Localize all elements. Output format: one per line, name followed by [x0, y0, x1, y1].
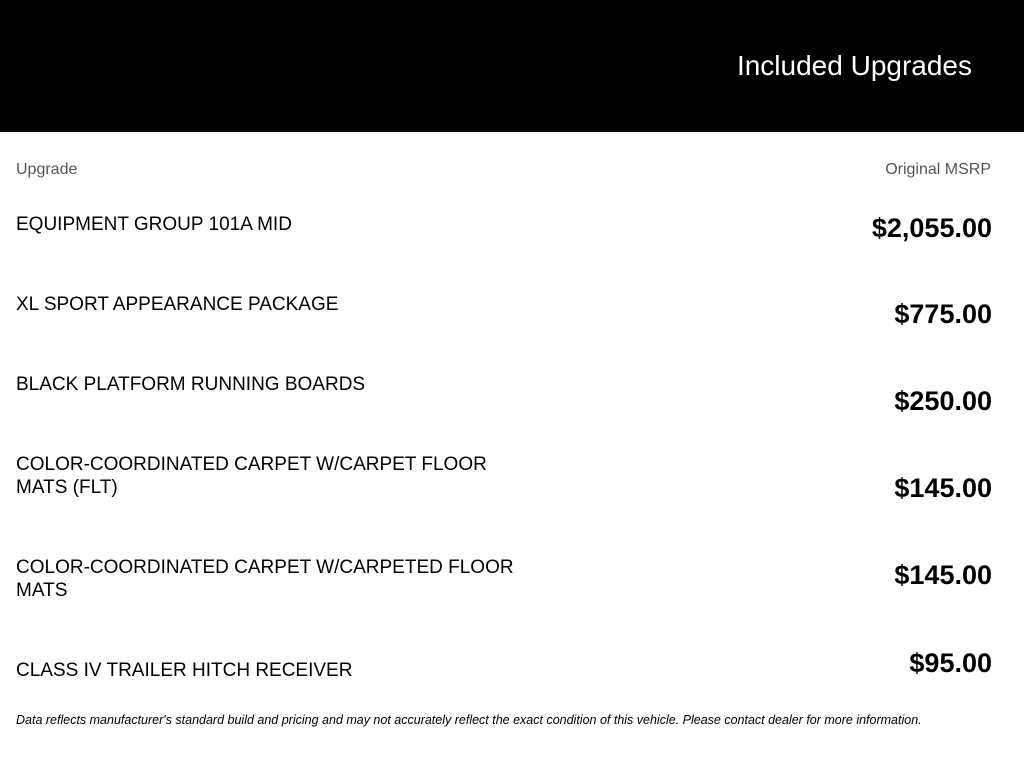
upgrade-name: BLACK PLATFORM RUNNING BOARDS [16, 374, 366, 395]
upgrade-price: $775.00 [894, 299, 992, 329]
upgrade-price: $95.00 [909, 648, 992, 678]
upgrade-name: EQUIPMENT GROUP 101A MID [16, 214, 292, 235]
upgrade-price: $250.00 [894, 386, 992, 416]
upgrade-name: CLASS IV TRAILER HITCH RECEIVER [16, 660, 353, 681]
upgrade-price: $145.00 [894, 473, 992, 503]
column-header-msrp: Original MSRP [885, 161, 991, 178]
disclaimer-footnote: Data reflects manufacturer's standard build and pricing and may not accurately reflect the exact condition of this vehicle. Please contact dealer for more information. [16, 713, 922, 727]
page-title: Included Upgrades [736, 50, 972, 81]
column-header-upgrade: Upgrade [16, 161, 78, 178]
upgrade-name: COLOR-COORDINATED CARPET W/CARPETED FLOOR MATS [16, 557, 514, 601]
header-bar [0, 0, 1024, 132]
upgrade-price: $145.00 [894, 560, 992, 590]
upgrade-name: XL SPORT APPEARANCE PACKAGE [16, 294, 339, 315]
upgrade-name: COLOR-COORDINATED CARPET W/CARPET FLOOR MATS (FLT) [16, 454, 487, 498]
upgrade-price: $2,055.00 [871, 213, 992, 243]
